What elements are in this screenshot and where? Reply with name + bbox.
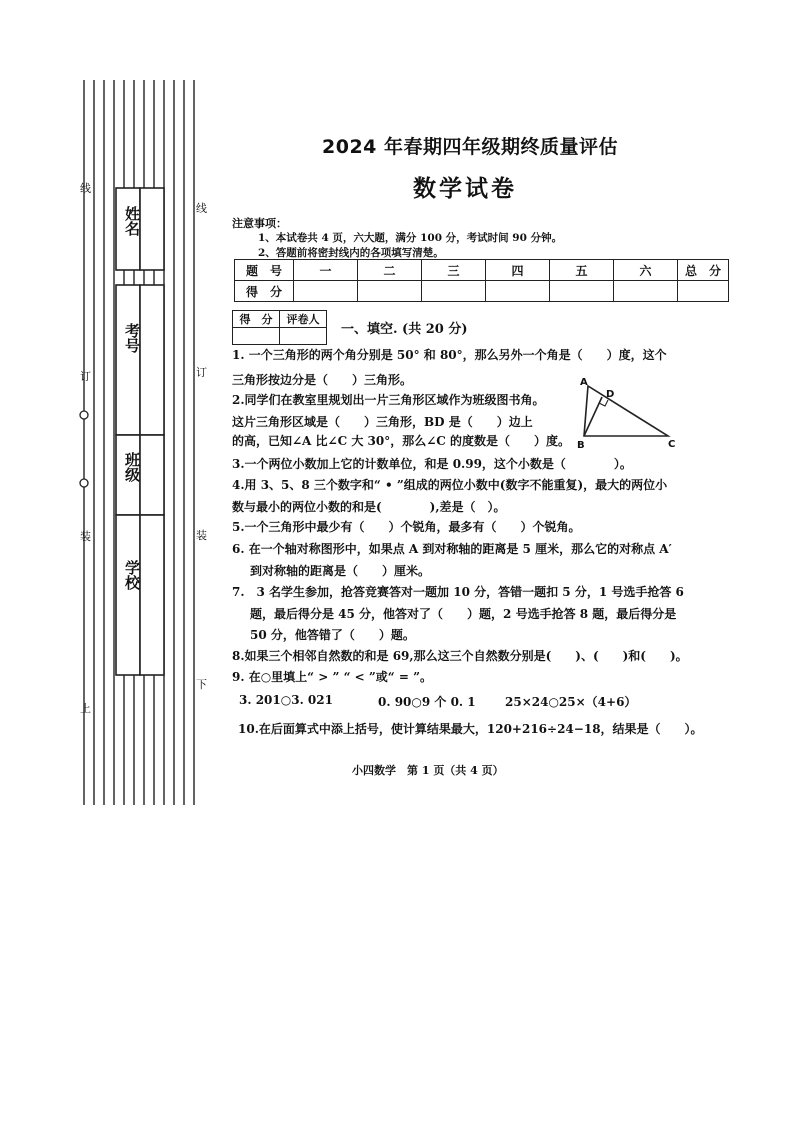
grader-score-label: 得 分: [233, 311, 280, 328]
question-3: 3.一个两位小数加上它的计数单位，和是 0.99，这个小数是（ ）。: [232, 457, 632, 471]
score-table-score-row: [235, 281, 729, 302]
question-9-item-2: 0. 90○9 个 0. 1: [378, 695, 476, 709]
question-4-line-1: 4.用 3、5、8 三个数字和“ • ”组成的两位小数中(数字不能重复)，最大的两位小: [232, 478, 668, 492]
binding-mark-right-2: 订: [196, 366, 207, 379]
binding-mark-left-4: 上: [80, 702, 91, 715]
score-cell-q1: 一: [294, 260, 358, 281]
binding-field-name: 姓名: [123, 206, 141, 236]
triangle-figure: [574, 376, 684, 448]
question-9: 9. 在○里填上“ > ” “ < ”或“ = ”。: [232, 670, 432, 684]
score-input-q3[interactable]: [422, 281, 486, 302]
question-8: 8.如果三个相邻自然数的和是 69,那么这三个自然数分别是( )、( )和( )。: [232, 649, 688, 663]
grader-score-input[interactable]: [233, 328, 280, 345]
score-cell-q4: 四: [486, 260, 550, 281]
page-footer: 小四数学 第 1 页（共 4 页）: [352, 764, 504, 777]
question-4-line-2: 数与最小的两位小数的和是( ),差是（ ）。: [232, 500, 506, 514]
score-cell-q5: 五: [550, 260, 614, 281]
question-6-line-2: 到对称轴的距离是（ ）厘米。: [250, 564, 431, 578]
question-10: 10.在后面算式中添上括号，使计算结果最大，120+216÷24−18，结果是（ ）。: [238, 722, 703, 736]
binding-field-class: 班级: [123, 452, 141, 482]
binding-mark-left-1: 线: [80, 182, 91, 195]
score-input-q2[interactable]: [358, 281, 422, 302]
score-input-q1[interactable]: [294, 281, 358, 302]
score-table: [234, 259, 729, 302]
figure-label-d: D: [606, 389, 615, 400]
question-1-line-1: 1. 一个三角形的两个角分别是 50° 和 80°，那么另外一个角是（ ）度，这个: [232, 348, 667, 362]
binding-mark-right-1: 线: [196, 202, 207, 215]
note-2: 2、答题前将密封线内的各项填写清楚。: [258, 247, 444, 259]
question-6-line-1: 6. 在一个轴对称图形中，如果点 A 到对称轴的距离是 5 厘米，那么它的对称点 A′: [232, 542, 672, 556]
figure-label-c: C: [668, 439, 676, 448]
score-cell-q2: 二: [358, 260, 422, 281]
score-cell-total: 总 分: [678, 260, 729, 281]
note-1: 1、本试卷共 4 页，六大题，满分 100 分，考试时间 90 分钟。: [258, 232, 563, 244]
subject-title: 数学试卷: [413, 175, 517, 202]
question-9-item-1: 3. 201○3. 021: [239, 693, 333, 707]
binding-field-school: 学校: [123, 560, 141, 590]
question-7-line-3: 50 分，他答错了（ ）题。: [250, 628, 415, 642]
binding-mark-right-3: 装: [196, 529, 207, 542]
question-2-line-1: 2.同学们在教室里规划出一片三角形区域作为班级图书角。: [232, 393, 545, 407]
score-cell-label: 题 号: [235, 260, 294, 281]
score-input-q4[interactable]: [486, 281, 550, 302]
question-9-item-3: 25×24○25×（4+6）: [505, 695, 637, 709]
question-5: 5.一个三角形中最少有（ ）个锐角，最多有（ ）个锐角。: [232, 520, 581, 534]
score-input-q5[interactable]: [550, 281, 614, 302]
figure-label-b: B: [577, 440, 585, 448]
binding-field-exam-number: 考号: [123, 323, 141, 353]
exam-title: 2024 年春期四年级期终质量评估: [322, 136, 618, 158]
score-input-total[interactable]: [678, 281, 729, 302]
score-row-label: 得 分: [235, 281, 294, 302]
grader-label: 评卷人: [280, 311, 327, 328]
question-1-line-2: 三角形按边分是（ ）三角形。: [232, 373, 413, 387]
score-cell-q6: 六: [614, 260, 678, 281]
score-cell-q3: 三: [422, 260, 486, 281]
binding-mark-left-2: 订: [80, 370, 91, 383]
notes-heading: 注意事项：: [232, 217, 287, 230]
question-2-line-3: 的高，已知∠A 比∠C 大 30°，那么∠C 的度数是（ ）度。: [232, 434, 570, 448]
binding-mark-right-4: 下: [196, 678, 207, 691]
grader-name-input[interactable]: [280, 328, 327, 345]
score-input-q6[interactable]: [614, 281, 678, 302]
grader-box: [232, 310, 327, 345]
binding-mark-left-3: 装: [80, 530, 91, 543]
figure-label-a: A: [580, 377, 588, 388]
question-2-line-2: 这片三角形区域是（ ）三角形，BD 是（ ）边上: [232, 415, 533, 429]
triangle-abc: [584, 386, 668, 436]
section-1-title: 一、填空. (共 20 分): [341, 322, 468, 337]
question-7-line-1: 7. 3 名学生参加，抢答竞赛答对一题加 10 分，答错一题扣 5 分，1 号选手抢答 6: [232, 585, 684, 599]
score-table-header-row: [235, 260, 729, 281]
question-7-line-2: 题，最后得分是 45 分，他答对了（ ）题，2 号选手抢答 8 题，最后得分是: [250, 607, 677, 621]
